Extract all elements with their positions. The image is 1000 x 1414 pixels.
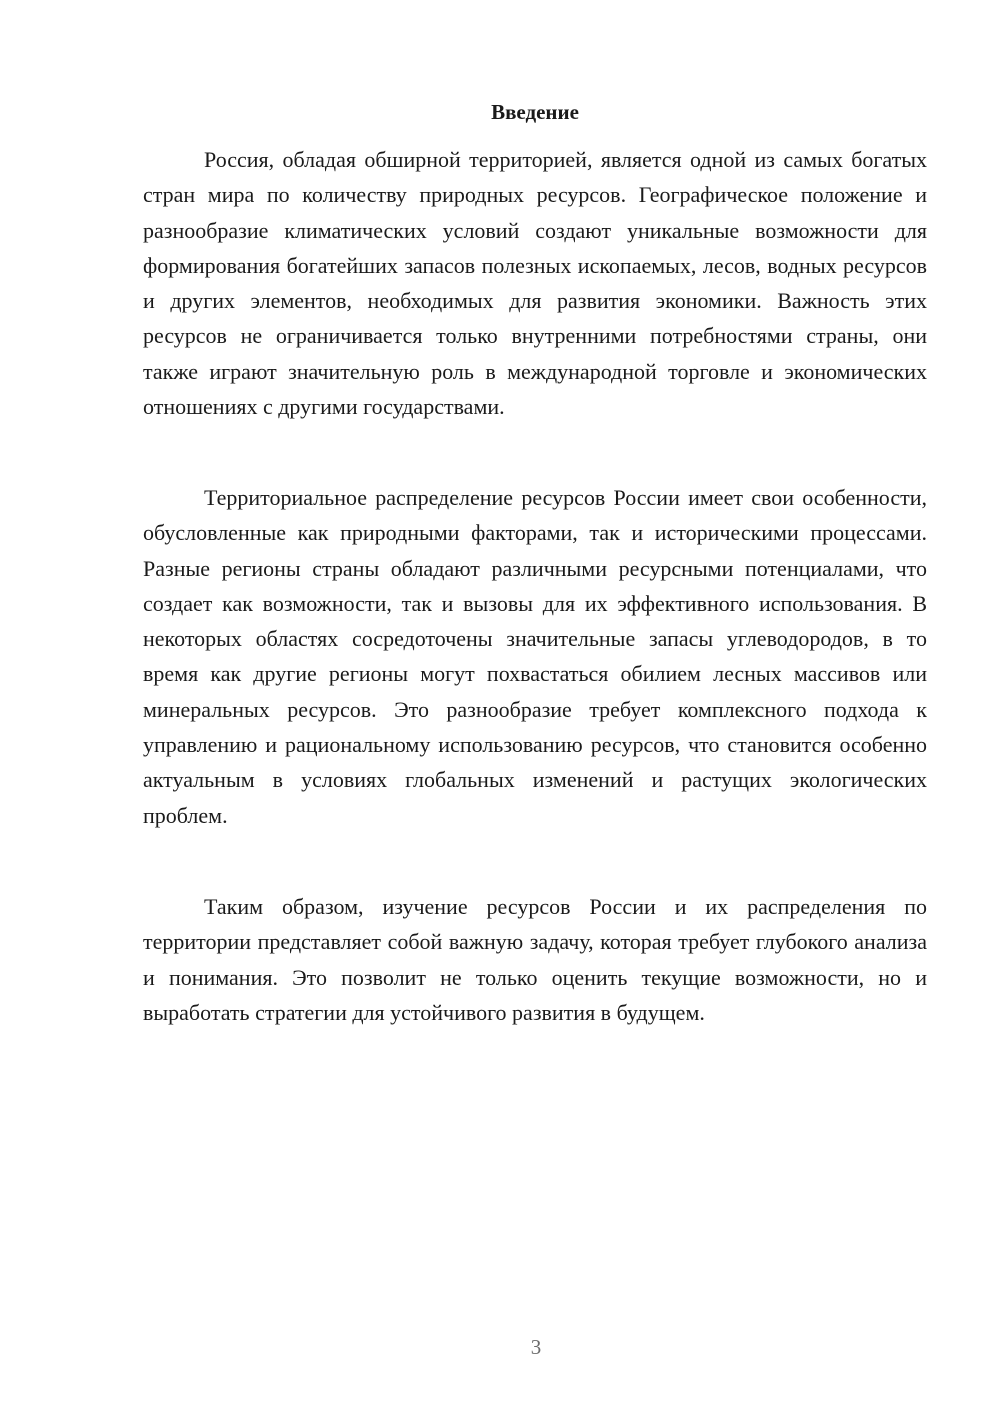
section-heading: Введение [491,100,579,124]
paragraph-conclusion: Таким образом, изучение ресурсов России и их распределения по территории представляет собой важную задачу, которая требует глубокого анализа и понимания. Это позволит не только оценить текущие возможности, но и выработать стратегии для устойчивого развития в будущем. [143,894,927,1025]
paragraph-intro: Россия, обладая обширной территорией, является одной из самых богатых стран мира по количеству природных ресурсов. Географическое положение и разнообразие климатических условий создают уникальные возможности для формирования богатейших запасов полезных ископаемых, лесов, водных ресурсов и других элементов, необходимых для развития экономики. Важность этих ресурсов не ограничивается только внутренними потребностями страны, они также играют значительную роль в международной торговле и экономических отношениях с другими государствами. [143,147,927,420]
page-number: 3 [530,1335,542,1359]
paragraph-distribution: Территориальное распределение ресурсов России имеет свои особенности, обусловленные как природными факторами, так и историческими процессами. Разные регионы страны обладают различными ресурсными потенциалами, что создает как возможности, так и вызовы для их эффективного использования. В некоторых областях сосредоточены значительные запасы углеводородов, в то время как другие регионы могут похвастаться обилием лесных массивов или минеральных ресурсов. Это разнообразие требует комплексного подхода к управлению и рациональному использованию ресурсов, что становится особенно актуальным в условиях глобальных изменений и растущих экологических проблем. [143,485,927,828]
